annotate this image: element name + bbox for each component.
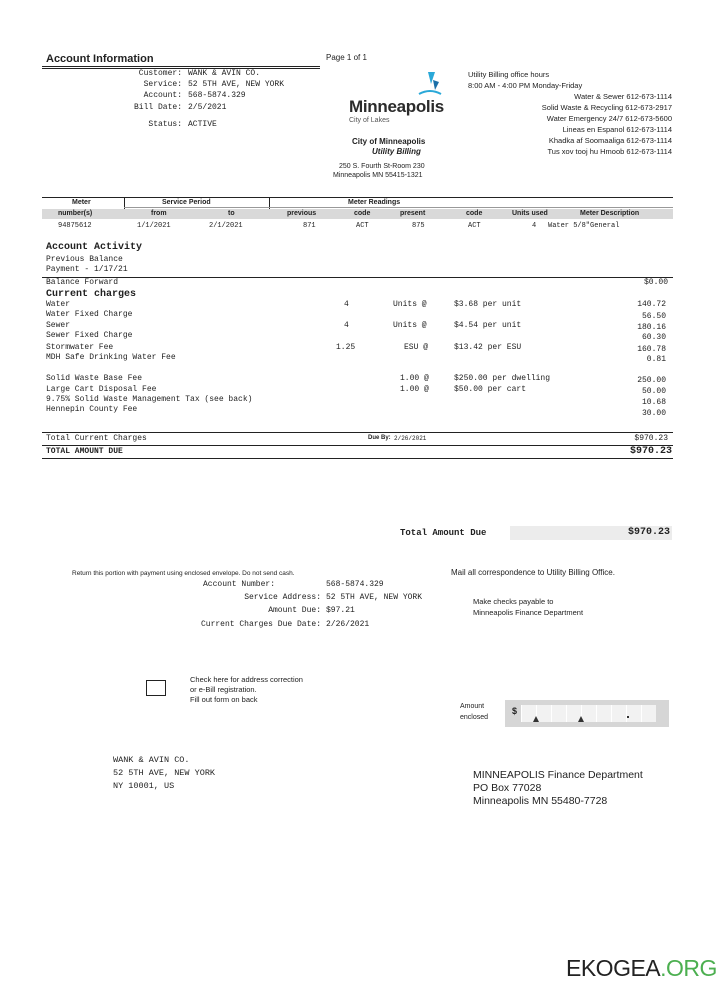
charge-amount: 60.30 [641,333,666,342]
amount-digit-box[interactable] [611,705,626,722]
customer-label: Customer: [138,69,182,78]
comma-marker-icon [533,716,539,722]
charge-row [46,331,672,342]
meter-table-group-rule [124,207,673,208]
previous-balance-label: Previous Balance [46,255,123,264]
amount-enclosed-label-2: enclosed [460,714,489,721]
status-value: ACTIVE [188,120,217,129]
charge-amount: 50.00 [641,387,666,396]
due-by-label: Due By: [368,435,391,441]
charge-name: Sewer Fixed Charge [46,331,133,340]
watermark-part-1: EKOGEA [566,955,661,981]
stub-account-number-label: Account Number: [202,580,275,589]
stub-mail-note: Mail all correspondence to Utility Billing Office. [451,568,615,577]
charge-amount: 160.78 [637,345,666,354]
current-charges-title: Current charges [46,289,137,300]
checkbox-label-line-2: or e-Bill registration. [190,685,257,694]
account-info-top-rule [42,66,320,67]
stub-total-amount: $970.23 [627,527,670,538]
stub-service-address-label: Service Address: [244,593,321,602]
due-by-date: 2/26/2021 [394,435,427,442]
charge-name: Water [46,300,71,309]
customer-address-line-3: NY 10001, US [113,781,175,791]
stub-due-date-value: 2/26/2021 [326,620,370,629]
charge-row [46,405,672,416]
office-hours-hmong: Tus xov tooj hu Hmoob 612-673-1114 [547,147,672,156]
meter-description-cell: Water 5/8"General [548,222,620,230]
city-logo-name: Minneapolis [349,97,444,116]
activity-rule [42,277,673,278]
page-number: Page 1 of 1 [326,53,367,62]
total-amount-due-label: TOTAL AMOUNT DUE [46,447,123,456]
city-dept: Utility Billing [372,147,421,156]
customer-value: WANK & AVIN CO. [188,69,261,78]
account-activity-title: Account Activity [46,242,143,253]
total-current-charges-label: Total Current Charges [46,434,147,443]
totals-top-rule [42,432,673,433]
office-hours-title: Utility Billing office hours [468,70,550,79]
address-correction-checkbox[interactable] [146,680,166,696]
dollar-sign: $ [512,706,518,716]
checkbox-label-line-1: Check here for address correction [190,675,303,684]
customer-address-line-1: WANK & AVIN CO. [113,755,190,765]
service-value: 52 5TH AVE, NEW YORK [188,80,285,89]
meter-table-top-rule [42,197,673,198]
units-used-cell: 4 [532,222,537,230]
meter-description-header: Meter Description [580,210,640,217]
service-period-group-header: Service Period [162,199,211,206]
amount-digit-box[interactable] [596,705,611,722]
charge-amount: 140.72 [637,300,666,309]
payment-label: Payment - 1/17/21 [46,265,128,274]
office-hours-times: 8:00 AM - 4:00 PM Monday-Friday [468,81,583,90]
charge-unit: 1.00 @ [400,385,429,394]
present-cell: 875 [412,222,425,230]
account-label: Account: [143,91,182,100]
charge-name: MDH Safe Drinking Water Fee [46,353,176,362]
office-hours-spanish: Lineas en Espanol 612-673-1114 [562,125,672,134]
amount-digit-box[interactable] [626,705,641,722]
bill-date-value: 2/5/2021 [188,103,227,112]
units-used-header: Units used [512,210,548,217]
city-name: City of Minneapolis [352,137,426,146]
previous-cell: 871 [303,222,316,230]
balance-forward-label: Balance Forward [46,278,119,287]
charge-name: 9.75% Solid Waste Management Tax (see back) [46,395,253,404]
charge-rate: $250.00 per dwelling [454,374,551,383]
meter-number-header: number(s) [58,210,93,217]
stub-amount-due-value: $97.21 [326,606,355,615]
from-header: from [151,210,167,217]
stub-amount-due-label: Amount Due: [268,606,321,615]
charge-name: Large Cart Disposal Fee [46,385,157,394]
amount-digit-box[interactable] [551,705,566,722]
charge-qty: 4 [344,321,349,330]
comma-marker-icon [578,716,584,722]
charge-amount: 56.50 [641,312,666,321]
stub-service-address-value: 52 5TH AVE, NEW YORK [326,593,423,602]
city-address-1: 250 S. Fourth St-Room 230 [339,163,425,170]
charge-amount: 250.00 [637,376,666,385]
charge-row [46,353,672,364]
charge-name: Hennepin County Fee [46,405,138,414]
to-cell: 2/1/2021 [209,222,243,230]
charge-name: Water Fixed Charge [46,310,133,319]
charge-name: Sewer [46,321,71,330]
remit-address-line-2: PO Box 77028 [473,782,542,794]
checks-payable-line-2: Minneapolis Finance Department [473,608,584,617]
checks-payable-line-1: Make checks payable to [473,597,554,606]
checkbox-label-line-3: Fill out form on back [190,695,258,704]
meter-readings-group-header: Meter Readings [348,199,401,206]
charge-name: Stormwater Fee [46,343,114,352]
charge-unit: Units @ [393,321,427,330]
stub-return-note: Return this portion with payment using enclosed envelope. Do not send cash. [72,570,295,577]
charge-unit: Units @ [393,300,427,309]
decimal-point-icon [627,716,629,718]
office-hours-somali: Khadka af Soomaaliga 612-673-1114 [548,136,672,145]
charge-rate: $50.00 per cart [454,385,527,394]
bill-date-label: Bill Date: [133,103,182,112]
customer-address-line-2: 52 5TH AVE, NEW YORK [113,768,216,778]
status-label: Status: [148,120,182,129]
totals-bottom-rule [42,458,673,459]
charge-rate: $4.54 per unit [454,321,522,330]
charge-qty: 1.25 [336,343,356,352]
charge-unit: ESU @ [404,343,429,352]
charge-rate: $3.68 per unit [454,300,522,309]
code-cell: ACT [356,222,369,230]
to-header: to [228,210,235,217]
charge-amount: 180.16 [637,323,666,332]
from-cell: 1/1/2021 [137,222,171,230]
code-header: code [354,210,371,217]
stub-total-label: Total Amount Due [400,528,487,538]
present-header: present [400,210,426,217]
charge-row [46,300,672,311]
stub-account-number-value: 568-5874.329 [326,580,384,589]
remit-address-line-3: Minneapolis MN 55480-7728 [473,795,608,807]
amount-enclosed-label-1: Amount [460,703,485,710]
charge-row [46,374,672,385]
charge-qty: 4 [344,300,349,309]
city-address-2: Minneapolis MN 55415-1321 [333,172,423,179]
amount-digit-box[interactable] [641,705,656,722]
stub-due-date-label: Current Charges Due Date: [200,620,321,629]
previous-header: previous [287,210,317,217]
totals-mid-rule [42,445,673,446]
watermark [566,955,717,982]
code-cell-2: ACT [468,222,481,230]
office-hours-solid-waste: Solid Waste & Recycling 612-673-2917 [541,103,672,112]
office-hours-water-sewer: Water & Sewer 612-673-1114 [574,92,672,101]
office-hours-emergency: Water Emergency 24/7 612-673-5600 [546,114,672,123]
account-value: 568-5874.329 [188,91,246,100]
charge-unit: 1.00 @ [400,374,429,383]
city-logo-icon [415,70,445,100]
service-label: Service: [143,80,182,89]
total-amount-due-amount: $970.23 [629,446,672,457]
account-info-title: Account Information [46,53,154,65]
charge-amount: 0.81 [646,355,666,364]
code-header-2: code [466,210,483,217]
watermark-part-2: .ORG [660,955,717,981]
charge-rate: $13.42 per ESU [454,343,522,352]
meter-number-cell: 94875612 [58,222,92,230]
charge-name: Solid Waste Base Fee [46,374,143,383]
city-logo-tagline: City of Lakes [349,117,390,124]
charge-amount: 10.68 [641,398,666,407]
charge-amount: 30.00 [641,409,666,418]
total-current-charges-amount: $970.23 [634,434,668,443]
meter-group-header: Meter [72,199,91,206]
balance-forward-amount: $0.00 [643,278,668,287]
remit-address-line-1: MINNEAPOLIS Finance Department [473,769,643,781]
